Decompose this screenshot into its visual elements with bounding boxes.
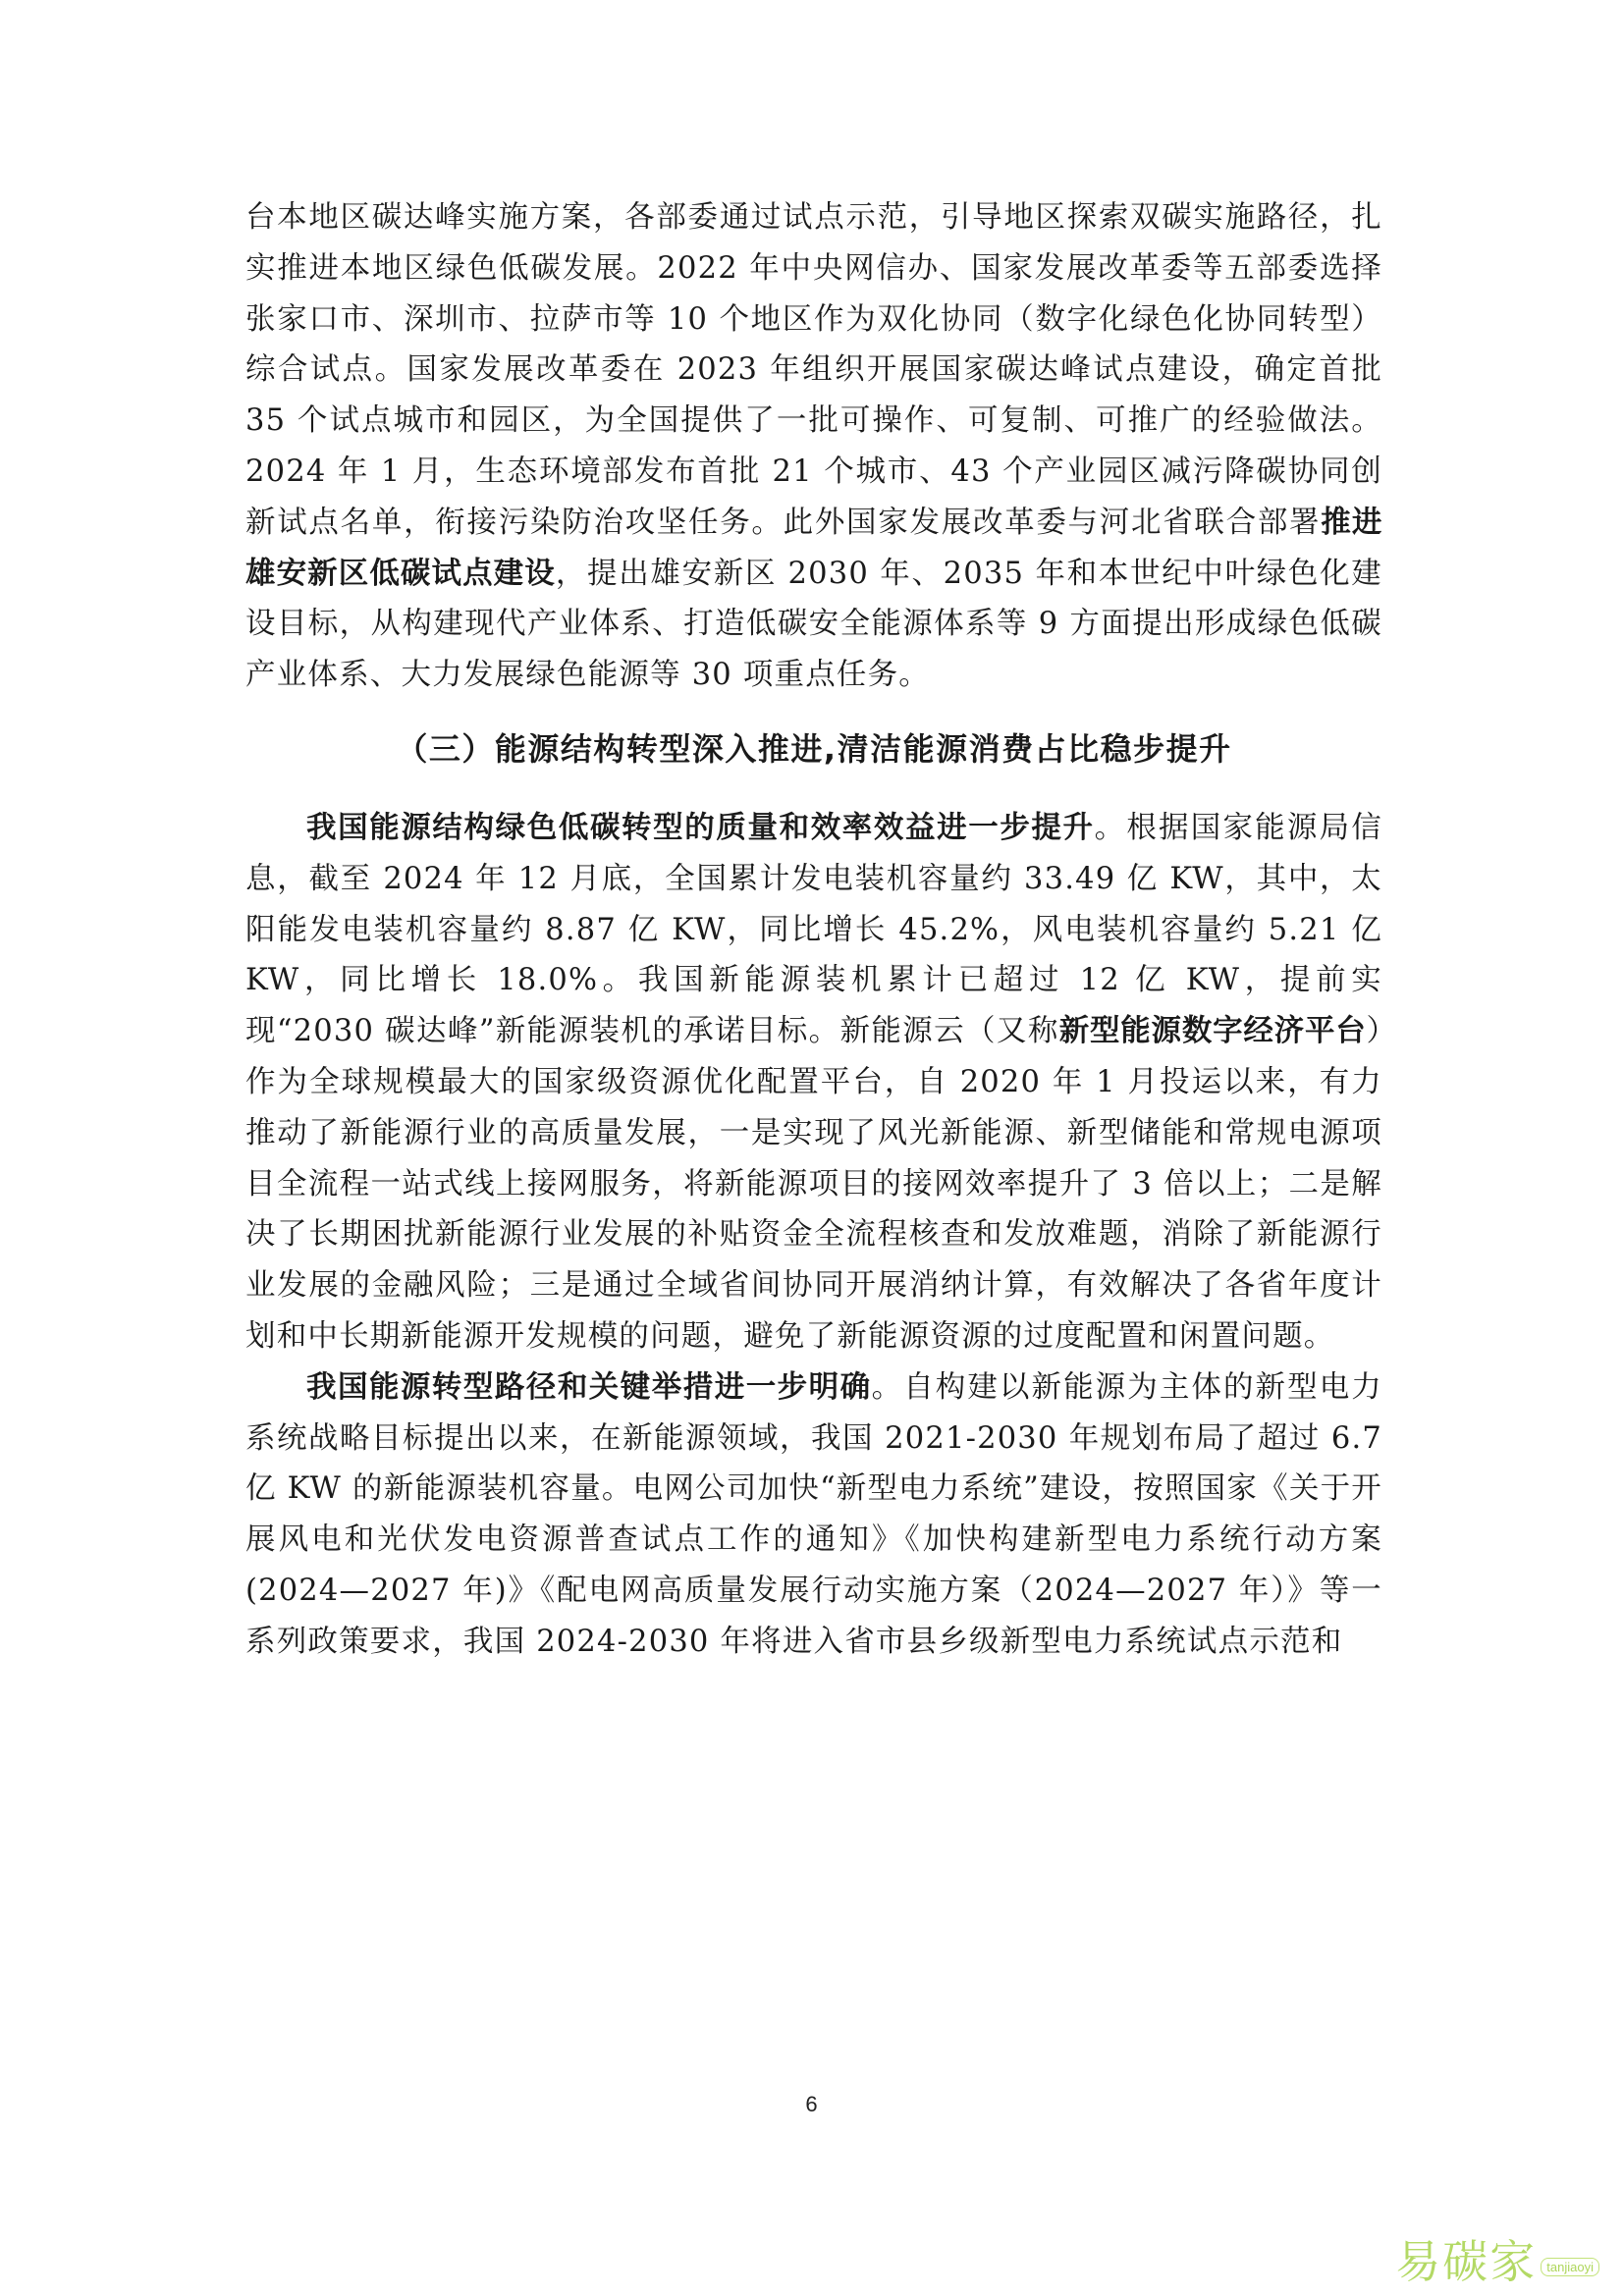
- paragraph-carbon-pilots: [245, 192, 1382, 701]
- paragraph-text-continued: ，提出雄安新区 2030 年、2035 年和本世纪中叶绿色化建设目标，从构建现代产业体系、打造低碳安全能源体系等 9 方面提出形成绿色低碳产业体系、大力发展绿色能源等 30 项重点任务。: [245, 556, 1383, 693]
- watermark-domain: tanjiaoyi: [1541, 2258, 1599, 2276]
- paragraph-inline-emphasis: 新型能源数字经济平台: [1058, 1014, 1367, 1049]
- paragraph-energy-structure: [245, 803, 1382, 1362]
- document-body: [245, 192, 1382, 1668]
- paragraph-text-continued: ）作为全球规模最大的国家级资源优化配置平台，自 2020 年 1 月投运以来，有力推动了新能源行业的高质量发展，一是实现了风光新能源、新型储能和常规电源项目全流程一站式线上接网服务，将新能源项目的接网效率提升了 3 倍以上；二是解决了长期困扰新能源行业发展的补贴资金全流程核查和发放难题，消除了新能源行业发展的金融风险；三是通过全域省间协同开展消纳计算，有效解决了各省年度计划和中长期新能源开发规模的问题，避免了新能源资源的过度配置和闲置问题。: [245, 1014, 1382, 1354]
- paragraph-energy-transition: [245, 1362, 1382, 1668]
- paragraph-text: 。根据国家能源局信息，截至 2024 年 12 月底，全国累计发电装机容量约 33.49 亿 KW，其中，太阳能发电装机容量约 8.87 亿 KW，同比增长 45.2%，风电装机容量约 5.21 亿 KW，同比增长 18.0%。我国新能源装机累计已超过 12 亿 KW，提前实现“2030 碳达峰”新能源装机的承诺目标。新能源云（又称: [245, 810, 1382, 1049]
- paragraph-lead-emphasis: 我国能源转型路径和关键举措进一步明确: [306, 1369, 872, 1405]
- watermark-logo-text: 易碳家: [1395, 2235, 1538, 2288]
- page-number: 6: [805, 2092, 818, 2116]
- paragraph-text: 。自构建以新能源为主体的新型电力系统战略目标提出以来，在新能源领域，我国 2021-2030 年规划布局了超过 6.7 亿 KW 的新能源装机容量。电网公司加快“新型电力系统”建设，按照国家《关于开展风电和光伏发电资源普查试点工作的通知》《加快构建新型电力系统行动方案(2024—2027 年)》《配电网高质量发展行动实施方案（2024—2027 年）》等一系列政策要求，我国 2024-2030 年将进入省市县乡级新型电力系统试点示范和: [245, 1369, 1382, 1659]
- section-heading: （三）能源结构转型深入推进,清洁能源消费占比稳步提升: [396, 729, 1232, 768]
- watermark-logo: [1395, 2231, 1599, 2286]
- paragraph-emphasis: 推进雄安新区低碳试点建设: [245, 505, 1382, 591]
- paragraph-text: 台本地区碳达峰实施方案，各部委通过试点示范，引导地区探索双碳实施路径，扎实推进本地区绿色低碳发展。2022 年中央网信办、国家发展改革委等五部委选择张家口市、深圳市、拉萨市等 10 个地区作为双化协同（数字化绿色化协同转型）综合试点。国家发展改革委在 2023 年组织开展国家碳达峰试点建设，确定首批 35 个试点城市和园区，为全国提供了一批可操作、可复制、可推广的经验做法。2024 年 1 月，生态环境部发布首批 21 个城市、43 个产业园区减污降碳协同创新试点名单，衔接污染防治攻坚任务。此外国家发展改革委与河北省联合部署: [245, 200, 1382, 540]
- paragraph-lead-emphasis: 我国能源结构绿色低碳转型的质量和效率效益进一步提升: [306, 810, 1095, 845]
